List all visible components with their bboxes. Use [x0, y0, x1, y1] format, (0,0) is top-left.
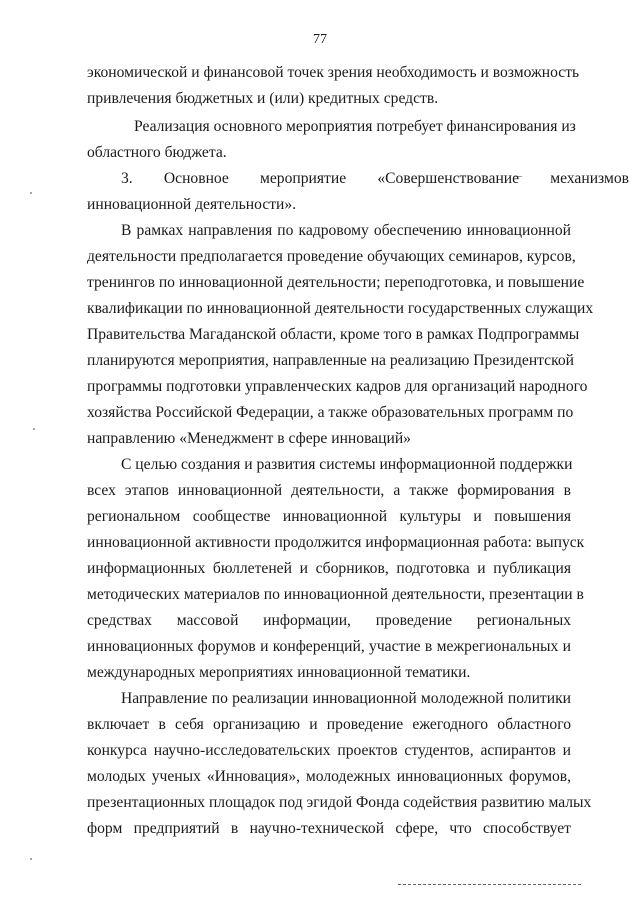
- text-line: международных мероприятиях инновационной тематики.: [87, 664, 471, 681]
- text-line: включает в себя организацию и проведение ежегодного областного: [87, 716, 571, 733]
- text-line: инновационной активности продолжится информационная работа: выпуск: [87, 534, 585, 551]
- text-line: Правительства Магаданской области, кроме того в рамках Подпрограммы: [87, 326, 580, 343]
- text-line: привлечения бюджетных и (или) кредитных средств.: [87, 90, 439, 107]
- text-line: квалификации по инновационной деятельности государственных служащих: [87, 300, 594, 317]
- text-line: Направление по реализации инновационной молодежной политики: [121, 690, 571, 707]
- body-text: [87, 60, 629, 842]
- paragraph-financing-need: [87, 60, 580, 112]
- text-line: всех этапов инновационной деятельности, а также формирования в: [87, 482, 571, 499]
- text-line: деятельности предполагается проведение обучающих семинаров, курсов,: [87, 248, 576, 265]
- text-line: средствах массовой информации, проведение региональных: [87, 612, 571, 629]
- text-line: презентационных площадок под эгидой Фонда содействия развитию малых: [87, 794, 592, 811]
- text-line: С целью создания и развития системы информационной поддержки: [121, 456, 573, 473]
- text-line: инновационных форумов и конференций, участие в межрегиональных и: [87, 638, 571, 655]
- text-line: В рамках направления по кадровому обеспечению инновационной: [121, 222, 571, 239]
- scan-bottom-rule: [398, 884, 582, 885]
- scan-speck: [33, 428, 35, 430]
- paragraph-youth-policy: [87, 686, 592, 842]
- paragraph-information-support: [87, 452, 585, 686]
- text-line: планируются мероприятия, направленные на реализацию Президентской: [87, 352, 575, 369]
- text-line: программы подготовки управленческих кадров для организаций народного: [87, 378, 588, 395]
- text-line: тренингов по инновационной деятельности; переподготовка, и повышение: [87, 274, 585, 291]
- text-line: хозяйства Российской Федерации, а также образовательных программ по: [87, 404, 574, 421]
- text-line: региональном сообществе инновационной культуры и повышения: [87, 508, 571, 525]
- scan-speck: [30, 858, 32, 860]
- text-line: экономической и финансовой точек зрения необходимость и возможность: [87, 64, 580, 81]
- text-line: Реализация основного мероприятия потребует финансирования из: [134, 118, 576, 135]
- text-line: направлению «Менеджмент в сфере инноваций»: [87, 430, 411, 447]
- paragraph-staffing: [87, 218, 594, 452]
- page-number: 77: [313, 32, 327, 47]
- paragraph-regional-budget: [87, 114, 576, 166]
- text-line: методических материалов по инновационной деятельности, презентации в: [87, 586, 584, 603]
- text-line: инновационной деятельности».: [87, 196, 297, 213]
- text-line: форм предприятий в научно-технической сфере, что способствует: [87, 820, 571, 837]
- text-line: 3. Основное мероприятие «Совершенствование механизмов: [121, 170, 629, 187]
- paragraph-main-activity-3: [87, 166, 629, 218]
- text-line: областного бюджета.: [87, 144, 227, 161]
- text-line: молодых ученых «Инновация», молодежных инновационных форумов,: [87, 768, 571, 785]
- scan-speck: [30, 192, 32, 194]
- text-line: информационных бюллетеней и сборников, подготовка и публикация: [87, 560, 571, 577]
- text-line: конкурса научно-исследовательских проектов студентов, аспирантов и: [87, 742, 571, 759]
